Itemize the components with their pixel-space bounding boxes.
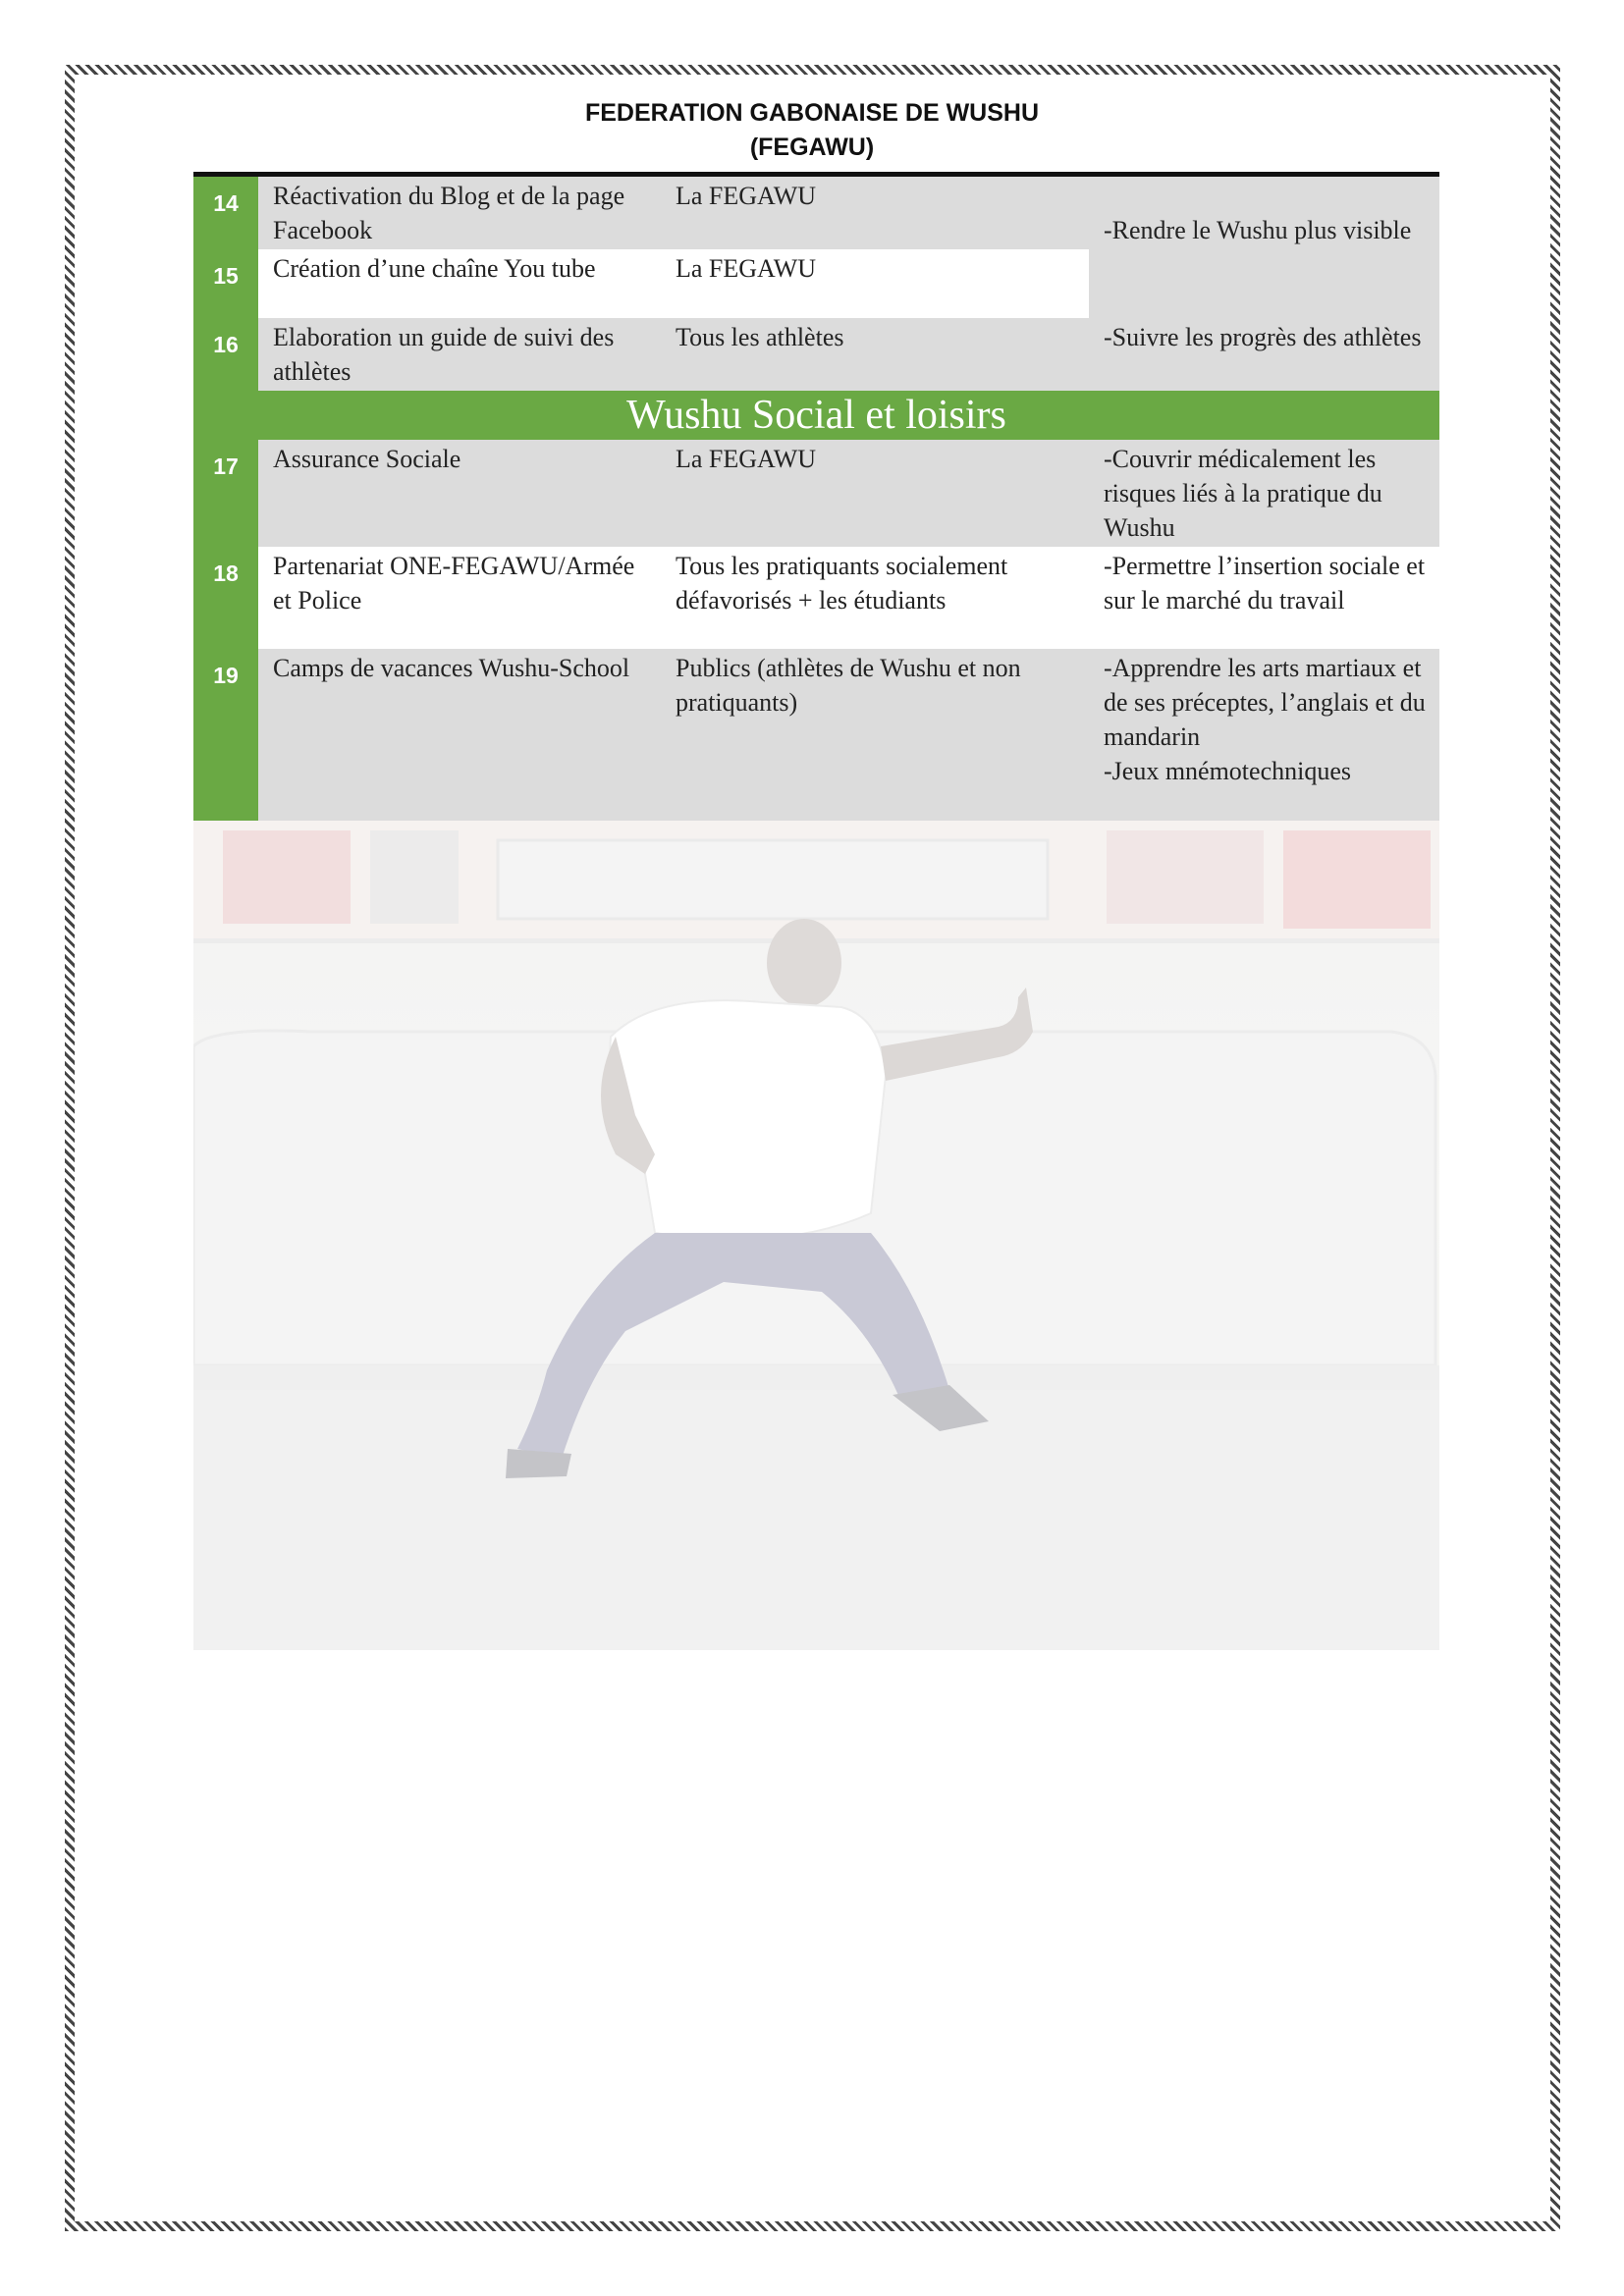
target-cell: Tous les athlètes [661, 318, 1089, 391]
section-title: Wushu Social et loisirs [193, 391, 1439, 440]
target-cell: La FEGAWU [661, 440, 1089, 547]
objective-cell: -Suivre les progrès des athlètes [1089, 318, 1439, 391]
document-header [0, 96, 1624, 165]
objective-cell [1089, 649, 1439, 823]
target-cell: La FEGAWU [661, 175, 1089, 250]
wushu-stance-illustration [193, 821, 1439, 1650]
header-acronym: (FEGAWU) [749, 133, 875, 161]
action-cell: Elaboration un guide de suivi des athlètes [258, 318, 661, 391]
target-cell: La FEGAWU [661, 249, 1089, 318]
section-header-row [193, 391, 1439, 440]
action-cell: Partenariat ONE-FEGAWU/Armée et Police [258, 547, 661, 649]
action-cell: Création d’une chaîne You tube [258, 249, 661, 318]
row-number: 19 [193, 649, 258, 823]
row-number: 17 [193, 440, 258, 547]
action-cell: Assurance Sociale [258, 440, 661, 547]
target-cell: Publics (athlètes de Wushu et non pratiquants) [661, 649, 1089, 823]
table-row [193, 318, 1439, 391]
action-cell: Camps de vacances Wushu-School [258, 649, 661, 823]
table-row [193, 547, 1439, 649]
action-plan-table [193, 172, 1439, 826]
row-number: 16 [193, 318, 258, 391]
table-row [193, 175, 1439, 250]
header-title: FEDERATION GABONAISE DE WUSHU [584, 99, 1040, 127]
action-cell: Réactivation du Blog et de la page Facebook [258, 175, 661, 250]
objective-line: -Apprendre les arts martiaux et de ses préceptes, l’anglais et du mandarin [1104, 654, 1426, 751]
row-number: 14 [193, 175, 258, 250]
row-number: 15 [193, 249, 258, 318]
table-row [193, 649, 1439, 823]
objective-cell: -Permettre l’insertion sociale et sur le marché du travail [1089, 547, 1439, 649]
target-cell: Tous les pratiquants socialement défavorisés + les étudiants [661, 547, 1089, 649]
row-number: 18 [193, 547, 258, 649]
objective-cell: -Couvrir médicalement les risques liés à la pratique du Wushu [1089, 440, 1439, 547]
objective-line: -Jeux mnémotechniques [1104, 757, 1351, 785]
wushu-stance-photo [193, 821, 1439, 1650]
objective-cell: -Rendre le Wushu plus visible [1089, 175, 1439, 319]
table-row [193, 440, 1439, 547]
